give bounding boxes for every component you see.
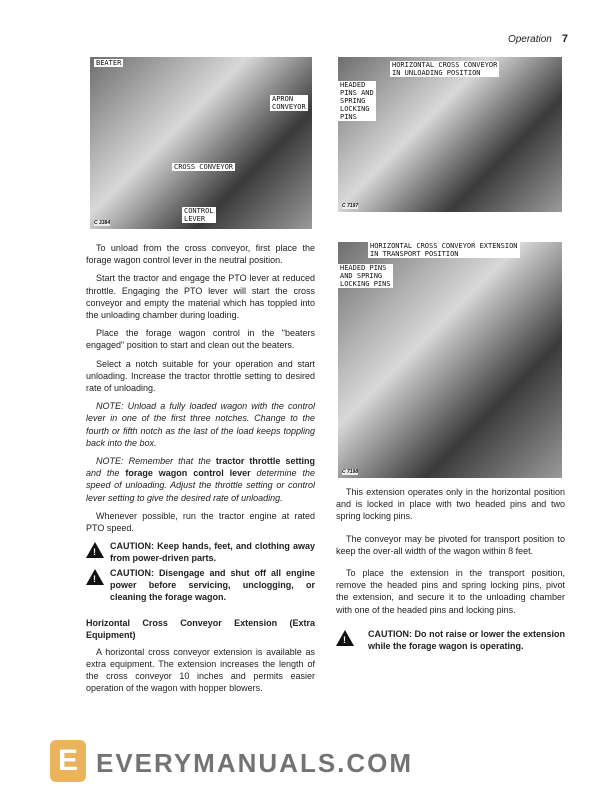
- photo-forage-wagon: [90, 57, 312, 229]
- page-number: 7: [561, 33, 568, 45]
- caution-text: CAUTION: Keep hands, feet, and clothing away from power-driven parts.: [110, 541, 315, 564]
- note: [86, 455, 315, 504]
- label-headed-pins: HEADED PINS AND SPRING LOCKING PINS: [340, 264, 391, 288]
- caution-text: CAUTION: Do not raise or lower the extension while the forage wagon is operating.: [368, 628, 565, 652]
- paragraph: To unload from the cross conveyor, first place the forage wagon control lever in the neutral position.: [86, 243, 315, 266]
- paragraph: To place the extension in the transport position, remove the headed pins and spring locking pins, pivot the extension, and secure it to the unloading chamber with one of the headed pins and locking pins.: [336, 568, 565, 615]
- watermark-logo: E: [50, 740, 86, 782]
- paragraph: The conveyor may be pivoted for transport position to keep the over-all width of the wagon within 8 feet.: [336, 533, 565, 556]
- label-cross-conveyor-unloading: HORIZONTAL CROSS CONVEYOR IN UNLOADING POSITION: [392, 61, 498, 77]
- paragraph: Select a notch suitable for your operation and start unloading. Increase the tractor throttle setting to desired rate of unloading.: [86, 358, 315, 394]
- caution: [336, 628, 565, 652]
- photo-unloading-position: [338, 57, 562, 212]
- label-extension-transport: HORIZONTAL CROSS CONVEYOR EXTENSION IN TRANSPORT POSITION: [370, 242, 518, 258]
- paragraph: Whenever possible, run the tractor engine at rated PTO speed.: [86, 510, 315, 534]
- label-beater: BEATER: [96, 59, 122, 67]
- note-bold: tractor throttle setting: [215, 456, 315, 467]
- caution-text: CAUTION: Disengage and shut off all engine power before servicing, unclogging, or cleaning the forage wagon.: [110, 567, 315, 603]
- left-column: [86, 242, 315, 701]
- caution: [86, 567, 315, 604]
- page-header: [508, 33, 568, 45]
- note-text: determine the speed of unloading. Adjust the throttle setting or control lever setting to give the desired rate of unloading.: [86, 468, 315, 503]
- figure-id: C 3384: [94, 220, 111, 226]
- section-title: Operation: [507, 34, 552, 45]
- figure-id: C 7198: [342, 469, 359, 475]
- paragraph: Place the forage wagon control in the "beaters engaged" position to start and clean out the beaters.: [86, 328, 315, 351]
- caution: [86, 540, 315, 564]
- paragraph: A horizontal cross conveyor extension is available as extra equipment. The extension increases the length of the cross conveyor 10 inches and permits easier operation of the wagon with hopper blowers.: [86, 646, 315, 694]
- warning-icon: [86, 542, 104, 558]
- photo-transport-position: [338, 242, 562, 478]
- figure-id: C 7197: [342, 203, 359, 209]
- label-control-lever: CONTROL LEVER: [184, 207, 214, 223]
- watermark: EVERYMANUALS.COM: [96, 748, 414, 778]
- section-heading: Horizontal Cross Conveyor Extension (Extra Equipment): [86, 618, 315, 641]
- label-cross-conveyor: CROSS CONVEYOR: [174, 163, 234, 171]
- note-text: NOTE: Remember that the: [96, 456, 216, 467]
- warning-icon: [336, 630, 354, 646]
- label-apron-conveyor: APRON CONVEYOR: [272, 95, 306, 111]
- note-text: and the: [86, 468, 126, 479]
- warning-icon: [86, 569, 104, 585]
- note: NOTE: Unload a fully loaded wagon with the control lever in one of the first three notches. Change to the fourth or fifth notch as the last of the load keeps toppling back into the box.: [86, 401, 315, 448]
- right-column: [336, 486, 565, 654]
- paragraph: This extension operates only in the horizontal position and is locked in place with two headed pins and two spring locking pins.: [336, 487, 565, 522]
- paragraph: Start the tractor and engage the PTO lever at reduced throttle. Engaging the PTO lever will start the cross conveyor and empty the material which has toppled into the unloading chamber during loading.: [86, 273, 315, 321]
- note-bold: forage wagon control lever: [125, 468, 251, 479]
- label-headed-pins: HEADED PINS AND SPRING LOCKING PINS: [340, 81, 374, 121]
